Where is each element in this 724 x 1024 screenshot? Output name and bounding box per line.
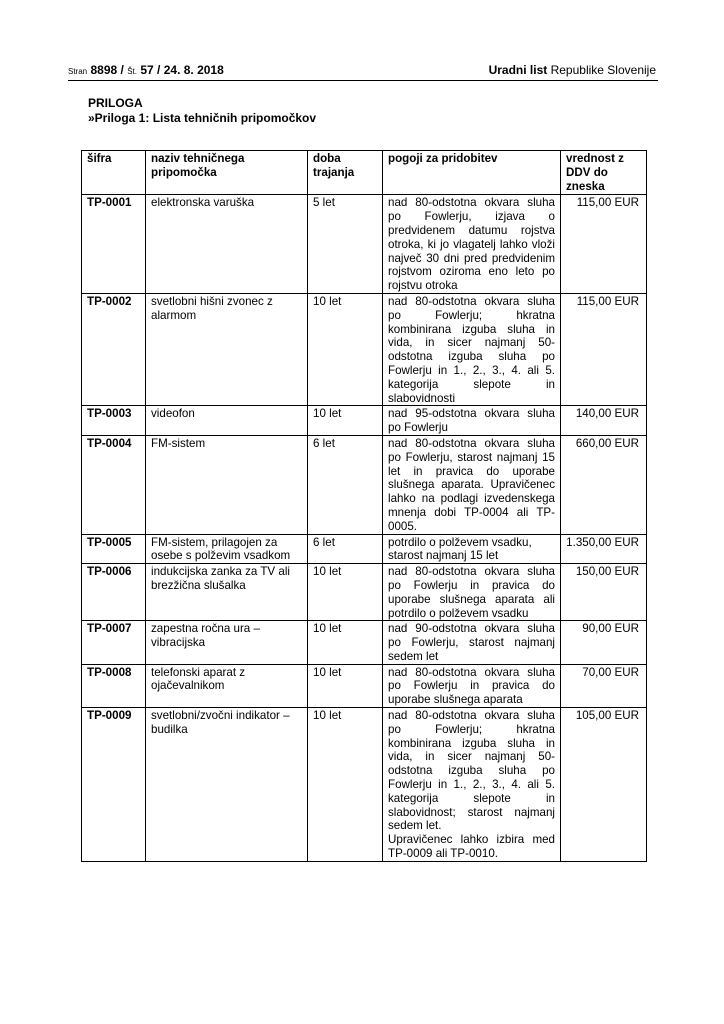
table-row [82,293,647,405]
page-number: 8898 [90,63,118,77]
annex-subheading: »Priloga 1: Lista tehničnih pripomočkov [88,111,317,125]
cell-conditions: nad 80-odstotna okvara sluha po Fowlerju in pravica do uporabe slušnega aparata [383,664,561,707]
table-row [82,435,647,534]
cell-name: svetlobni hišni zvonec z alarmom [146,293,308,405]
cell-conditions: nad 80-odstotna okvara sluha po Fowlerju; hkratna kombinirana izguba sluha in vida, in sicer najmanj 50-odstotna izguba sluha po Fowlerju in 1., 2., 3., 4. ali 5. kategorija slepote in slabovidnosti [383,293,561,405]
column-header-value: vrednost z DDV do zneska [561,151,647,195]
cell-value: 150,00 EUR [561,564,647,621]
cell-duration: 6 let [308,534,383,564]
column-header-name: naziv tehničnega pripomočka [146,151,308,195]
cell-duration: 5 let [308,195,383,294]
cell-value: 660,00 EUR [561,435,647,534]
cell-code: TP-0001 [82,195,146,294]
cell-name: svetlobni/zvočni indikator – budilka [146,708,308,862]
publication-bold: Uradni list [488,63,548,77]
cell-conditions: nad 80-odstotna okvara sluha po Fowlerju in pravica do uporabe slušnega aparata ali potrdilo o polževem vsadku [383,564,561,621]
publication-rest: Republike Slovenije [550,63,656,77]
column-header-code: šifra [82,151,146,195]
cell-code: TP-0007 [82,621,146,664]
page-reference: Stran 8898 / Št. 57 / 24. 8. 2018 [68,63,224,77]
cell-duration: 10 let [308,621,383,664]
table-row [82,534,647,564]
table-row [82,195,647,294]
issue-date: 24. 8. 2018 [163,63,224,77]
cell-duration: 6 let [308,435,383,534]
annex-heading: PRILOGA [88,96,143,110]
cell-name: telefonski aparat z ojačevalnikom [146,664,308,707]
issue-number: 57 [140,63,154,77]
cell-duration: 10 let [308,664,383,707]
conditions-note: Upravičenec lahko izbira med TP-0009 ali TP-0010. [388,833,555,861]
conditions-text: nad 80-odstotna okvara sluha po Fowlerju; hkratna kombinirana izguba sluha in vida, in sicer najmanj 50-odstotna izguba sluha po Fowlerju in 1., 2., 3., 4. ali 5. kategorija slepote in slabovidnost; starost najmanj sedem let. [388,709,555,833]
cell-name: zapestna ročna ura – vibracijska [146,621,308,664]
table-row [82,621,647,664]
cell-name: FM-sistem, prilagojen za osebe s polževim vsadkom [146,534,308,564]
cell-duration: 10 let [308,406,383,436]
column-header-conditions: pogoji za pridobitev [383,151,561,195]
cell-value: 70,00 EUR [561,664,647,707]
table-row [82,406,647,436]
cell-code: TP-0006 [82,564,146,621]
column-header-duration: doba trajanja [308,151,383,195]
cell-value: 1.350,00 EUR [561,534,647,564]
cell-value: 115,00 EUR [561,195,647,294]
cell-code: TP-0004 [82,435,146,534]
cell-conditions: nad 80-odstotna okvara sluha po Fowlerju, izjava o predvidenem datumu rojstva otroka, ki jo vlagatelj lahko vloži največ 30 dni pred predvidenim rojstvom oziroma eno leto po rojstvu otroka [383,195,561,294]
cell-value: 115,00 EUR [561,293,647,405]
cell-name: elektronska varuška [146,195,308,294]
page-label: Stran [68,67,88,76]
aids-table [81,150,647,862]
cell-code: TP-0002 [82,293,146,405]
cell-value: 105,00 EUR [561,708,647,862]
cell-code: TP-0008 [82,664,146,707]
cell-conditions: nad 80-odstotna okvara sluha po Fowlerju, starost najmanj 15 let in pravica do uporabe slušnega aparata. Upravičenec lahko na podlagi izvedenskega mnenja dobi TP-0004 ali TP-0005. [383,435,561,534]
cell-conditions: potrdilo o polževem vsadku, starost najmanj 15 let [383,534,561,564]
cell-conditions: nad 95-odstotna okvara sluha po Fowlerju [383,406,561,436]
cell-code: TP-0009 [82,708,146,862]
cell-duration: 10 let [308,293,383,405]
cell-name: videofon [146,406,308,436]
cell-conditions: nad 90-odstotna okvara sluha po Fowlerju, starost najmanj sedem let [383,621,561,664]
cell-code: TP-0003 [82,406,146,436]
cell-conditions [383,708,561,862]
table-row [82,664,647,707]
cell-duration: 10 let [308,708,383,862]
cell-name: indukcijska zanka za TV ali brezžična slušalka [146,564,308,621]
cell-value: 140,00 EUR [561,406,647,436]
page-header [68,62,658,81]
issue-label: Št. [127,67,137,76]
cell-code: TP-0005 [82,534,146,564]
table-row [82,708,647,862]
cell-duration: 10 let [308,564,383,621]
table-header-row [82,151,647,195]
publication-name [489,63,656,77]
cell-value: 90,00 EUR [561,621,647,664]
table-row [82,564,647,621]
annex-title [88,96,316,126]
cell-name: FM-sistem [146,435,308,534]
